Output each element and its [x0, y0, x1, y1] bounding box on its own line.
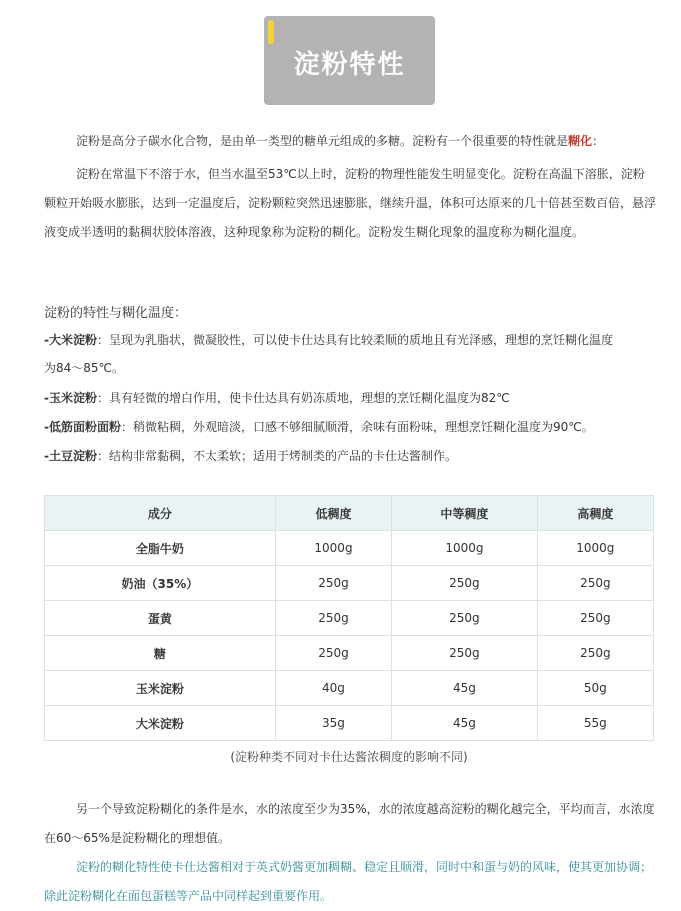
- intro-text: 淀粉是高分子碳水化合物，是由单一类型的糖单元组成的多糖。淀粉有一个很重要的特性就是: [76, 134, 569, 148]
- list-item: [44, 326, 656, 382]
- item-desc: ：呈现为乳脂状，微凝胶性，可以使卡仕达具有比较柔顺的质地且有光泽感，理想的烹饪糊化温度: [96, 333, 613, 347]
- table-cell: 糖: [45, 636, 276, 671]
- column-header: 低稠度: [275, 496, 391, 531]
- table-cell: 大米淀粉: [45, 706, 276, 741]
- item-desc-cont: 为84～85℃。: [44, 361, 125, 375]
- table-row: [45, 706, 654, 741]
- table-cell: 35g: [275, 706, 391, 741]
- table-cell: 250g: [392, 601, 538, 636]
- title-accent-bar: [268, 20, 274, 44]
- table-caption: (淀粉种类不同对卡仕达酱浓稠度的影响不同): [230, 750, 468, 764]
- table-cell: 奶油（35%）: [45, 566, 276, 601]
- item-name: -玉米淀粉: [44, 391, 97, 405]
- outro-paragraph-2: [44, 853, 656, 911]
- table-cell: 250g: [392, 566, 538, 601]
- table-cell: 1000g: [392, 531, 538, 566]
- table-cell: 45g: [392, 706, 538, 741]
- item-desc: ：具有轻微的增白作用，使卡仕达具有奶冻质地，理想的烹饪糊化温度为82℃: [96, 391, 510, 405]
- table-header-row: [45, 496, 654, 531]
- outro-paragraph-1: [44, 795, 656, 853]
- table-row: [45, 531, 654, 566]
- item-name: -土豆淀粉: [44, 449, 97, 463]
- table-cell: 250g: [275, 566, 391, 601]
- section-title: 淀粉的特性与糊化温度：: [44, 306, 188, 321]
- table-cell: 250g: [392, 636, 538, 671]
- intro-paragraph-2: [44, 160, 656, 247]
- intro-paragraph-1: [44, 129, 656, 153]
- table-cell: 玉米淀粉: [45, 671, 276, 706]
- table-cell: 45g: [392, 671, 538, 706]
- table-cell: 55g: [537, 706, 653, 741]
- table-cell: 1000g: [537, 531, 653, 566]
- column-header: 中等稠度: [392, 496, 538, 531]
- table-cell: 250g: [537, 566, 653, 601]
- table-cell: 蛋黄: [45, 601, 276, 636]
- gelatinization-highlight: 糊化: [568, 134, 593, 148]
- outro-paragraph-2-text: 淀粉的糊化特性使卡仕达酱相对于英式奶酱更加稠糊、稳定且顺滑，同时中和蛋与奶的风味，使其更加协调；除此淀粉糊化在面包蛋糕等产品中同样起到重要作用。: [44, 860, 653, 903]
- table-row: [45, 566, 654, 601]
- table-cell: 40g: [275, 671, 391, 706]
- intro-end: ：: [592, 134, 605, 148]
- page-title: 淀粉特性: [293, 50, 406, 80]
- column-header: 成分: [45, 496, 276, 531]
- table-cell: 全脂牛奶: [45, 531, 276, 566]
- table-cell: 50g: [537, 671, 653, 706]
- list-item: [44, 384, 656, 412]
- table-cell: 1000g: [275, 531, 391, 566]
- item-name: -大米淀粉: [44, 333, 97, 347]
- starch-table: [44, 495, 654, 741]
- table-row: [45, 671, 654, 706]
- list-item: [44, 413, 656, 441]
- table-cell: 250g: [275, 601, 391, 636]
- outro-paragraph-1-text: 另一个导致淀粉糊化的条件是水，水的浓度至少为35%，水的浓度越高淀粉的糊化越完全，平均而言，水浓度在60～65%是淀粉糊化的理想值。: [44, 802, 655, 845]
- table-cell: 250g: [275, 636, 391, 671]
- table-cell: 250g: [537, 601, 653, 636]
- intro-paragraph-2-text: 淀粉在常温下不溶于水，但当水温至53℃以上时，淀粉的物理性能发生明显变化。淀粉在高温下溶胀，淀粉颗粒开始吸水膨胀，达到一定温度后，淀粉颗粒突然迅速膨胀，继续升温，体积可达原来的几十倍甚至数百倍，悬浮液变成半透明的黏稠状胶体溶液，这种现象称为淀粉的糊化。淀粉发生糊化现象的温度称为糊化温度。: [44, 167, 657, 239]
- table-cell: 250g: [537, 636, 653, 671]
- list-item: [44, 442, 656, 470]
- column-header: 高稠度: [537, 496, 653, 531]
- item-desc: ：稍微粘稠，外观暗淡，口感不够细腻顺滑，余味有面粉味，理想烹饪糊化温度为90℃。: [120, 420, 594, 434]
- table-row: [45, 636, 654, 671]
- item-desc: ：结构非常黏稠，不太柔软；适用于烤制类的产品的卡仕达酱制作。: [96, 449, 457, 463]
- item-name: -低筋面粉面粉: [44, 420, 121, 434]
- table-row: [45, 601, 654, 636]
